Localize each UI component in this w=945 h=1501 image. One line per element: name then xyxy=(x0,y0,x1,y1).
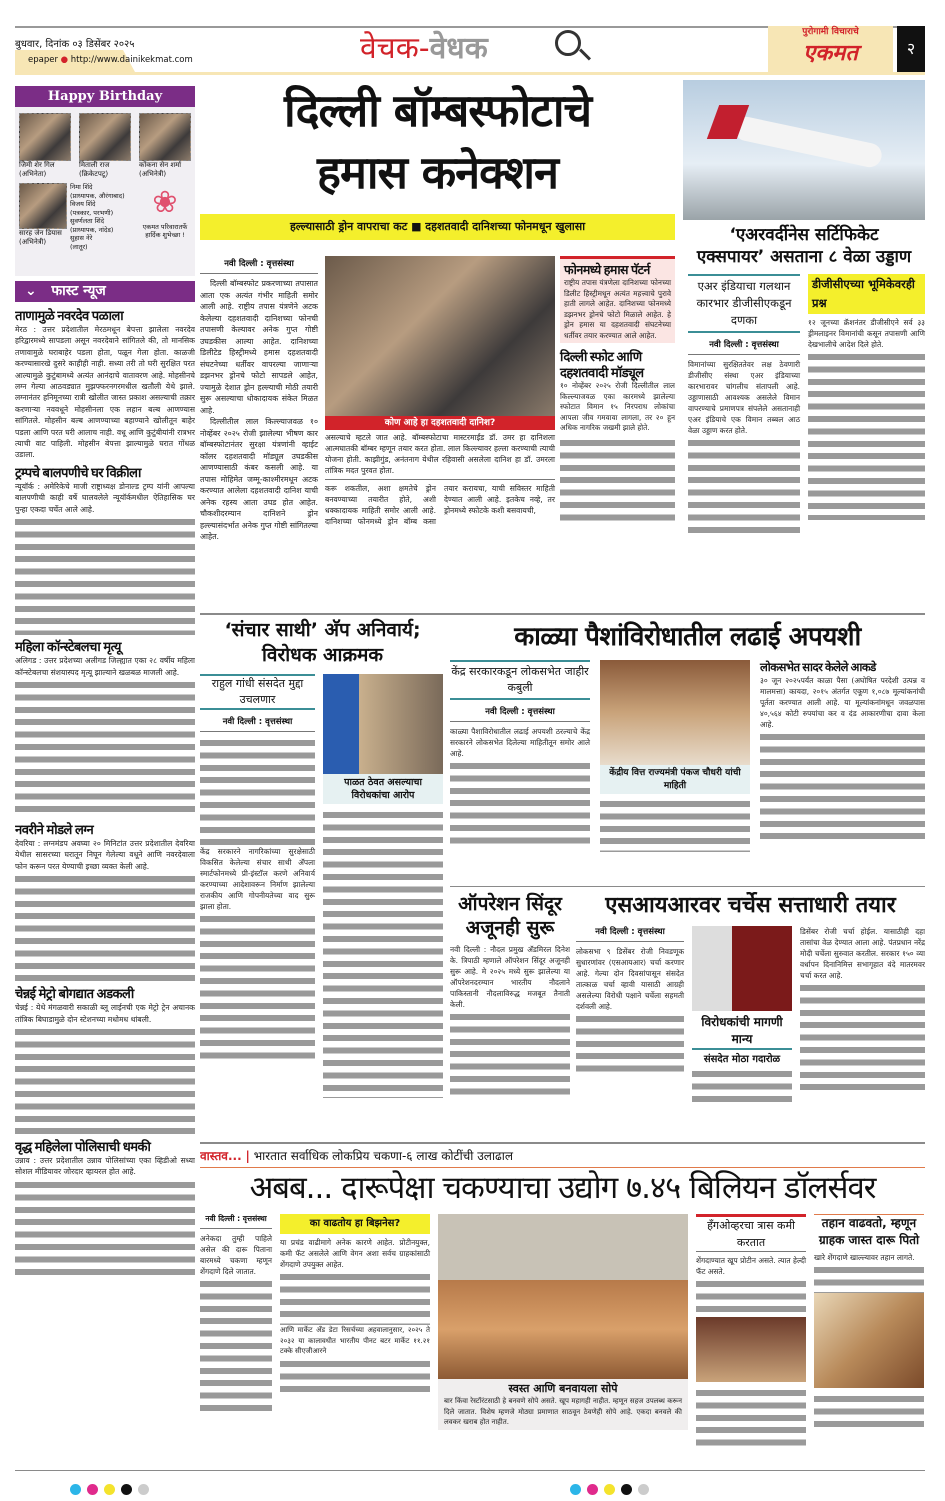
peanuts-heap-photo xyxy=(814,1293,924,1388)
peanut-photo xyxy=(438,1214,688,1379)
peanut-body: नवी दिल्ली : वृत्तसंस्था अनेकदा तुम्ही पाहिले असेल की दारू पिताना बारमध्ये चकणा म्हणून शेंगदाणे दिले जातात. xyxy=(200,1214,272,1417)
brand-tagline: पुरोगामी विचाराचे xyxy=(802,27,859,37)
url-text: http://www.dainikekmat.com xyxy=(70,55,193,65)
black-money-body: नवी दिल्ली : वृत्तसंस्था काळ्या पैशाविरोधातील लढाई अपयशी ठरल्याचे केंद्र सरकारने लोकसभेत दिलेल्या माहितीतून समोर आले आहे. xyxy=(450,706,590,849)
thirst-title: तहान वाढवतो, म्हणून ग्राहक जास्त दारू पितो xyxy=(814,1214,924,1249)
loksabha-figures-box: लोकसभेत सादर केलेले आकडे ३० जून २०२५पर्यंत काळा पैसा (अघोषित परदेशी उत्पन्न व मालमत्ता) कायदा, २०१५ अंतर्गत एकूण १,०८७ मूल्यांकनांची पूर्तता करण्यात आली आहे. या मूल्यांकनांमधून जवळपास ४०,५६४ कोटी रुपयांचा कर व दंड आकारणीचा दावा केला आहे. xyxy=(760,660,925,840)
globe-icon: ● xyxy=(60,55,69,65)
birthday-person: कोंकना सेन शर्मा (अभिनेत्री) xyxy=(139,113,191,179)
sanchar-photo-caption: पाळत ठेवत असल्याचा विरोधकांचा आरोप xyxy=(323,774,443,804)
black-money-headline: काळ्या पैशांविरोधातील लढाई अपयशी xyxy=(514,622,861,652)
caption-body: असल्याचे म्हटले जात आहे. बॉम्बस्फोटाचा मास्टरमाईंड डॉ. उमर हा दानिशला आत्मघातकी बॉम्बर म्हणून तयार करत होता. लाल किल्ल्यावर हल्ला करण्याची त्याची योजना होती. काझीगुंड, अनंतनाग येथील रहिवासी असलेला दानिश हा डॉ. उमरला तांत्रिक मदत पुरवत होता. xyxy=(325,433,555,475)
sir-right-body: डिसेंबर रोजी चर्चा होईल. यासाठीही दहा तासांचा वेळ देण्यात आला आहे. पंतप्रधान नरेंद्र मोदी चर्चेला सुरुवात करतील. सरकार १५० व्या वर्धापन दिनानिमित्त सभागृहात वंदे मातरमवर चर्चा करत आहे. xyxy=(800,926,925,1091)
airplane-photo xyxy=(683,80,925,220)
cheap-box: स्वस्त आणि बनवायला सोपे बार किंवा रेस्टॉरंटसाठी हे बनवणे सोपे असते. खूप महागही नाहीत. म्हणून सहज उपलब्ध करून दिले जातात. विशेष म्हणजे मोठ्या प्रमाणात साठवून ठेवणेही सोपे आहे. एकदा बनवले की लवकर खराब होत नाहीत. xyxy=(438,1379,688,1430)
news-item: ताणामुळे नवरदेव पळाला मेरठ : उत्तर प्रदेशातील मेरठमधून बेपत्ता झालेला नवरदेव हरिद्वारमध्ये सापडला असून नवरदेवाने सांगितले की, तो मानसिक तणावामुळे घराबाहेर पडला होता, पळून गेला होता. काळजी करण्यासारखे दुसरे काहीही नाही. सध्या तरी तो घरी सुरक्षित परत आल्यामुळे कुटुंबामध्ये अत्यंत आनंदाचे वातावरण आहे. मोहसीनचे लग्न गेल्या आठवड्यात मुझफ्फरनगरमधील खतौली येथे झाले. लग्नानंतर हनिमूनच्या रात्री खोलीत जास्त प्रकाश असल्याची तक्रार करणाऱ्या नववधूने मोहसीनला एक लहान बल्ब आणण्यास सांगितले. मोहसीन बल्ब आणण्याच्या बहाण्याने खोलीतून बाहेर पडला आणि परत घरी आलाच नाही. वधू आणि कुटुंबीयांनी रात्रभर त्याची वाट पाहिली. मोहसीन बेपत्ता झाल्यामुळे घरात गोंधळ उडाला. xyxy=(15,308,195,460)
news-item: नवरीने मोडले लग्न देवरिया : लग्नमंडप अवघ्या २० मिनिटांत उत्तर प्रदेशातील देवरिया येथील सासरच्या घरातून निघून गेलेल्या वधूने आणि नवरदेवाला फोन करून परत येण्याची इच्छा व्यक्त केली आहे. xyxy=(15,820,195,982)
lead-sidebars xyxy=(560,256,675,526)
sanchar-story xyxy=(200,618,445,1138)
peanut-strap: वास्तव... | भारतात सर्वाधिक लोकप्रिय चकणा-६ लाख कोटींची उलाढाल xyxy=(200,1148,925,1168)
scindia-photo xyxy=(323,674,443,774)
person-photo xyxy=(79,113,131,161)
hamas-pattern-sidebar: फोनमध्ये हमास पॅटर्न राष्ट्रीय तपास यंत्रणेला दानिशच्या फोनच्या डिलीट हिस्ट्रीमधून अत्यंत महत्त्वाचे पुरावे हाती लागले आहेत. दानिशच्या फोनमध्ये डझनभर ड्रोनचे फोटो मिळाले आहेत. हे ड्रोन हमास या दहशतवादी संघटनेच्या धर्तीवर तयार करण्यात आले आहेत. xyxy=(560,256,675,343)
birthday-list: निमा शिंदे (प्राध्यापक, औरंगाबाद) विजय शिंदे (पत्रकार, परभणी) सुवर्णलता शिंदे (प्राध्यापक, नांदेड) सुहास नेरे (लातूर) xyxy=(70,183,125,251)
person-photo xyxy=(139,113,191,161)
black-money-photo-caption: केंद्रीय वित्त राज्यमंत्री पंकज चौधरी यांची माहिती xyxy=(600,765,750,794)
brand-logo: एकमत xyxy=(803,41,858,66)
sir-headline: एसआयआरवर चर्चेस सत्ताधारी तयार xyxy=(605,893,896,918)
registration-marks-left xyxy=(70,1480,155,1499)
registration-marks-right xyxy=(570,1480,655,1499)
news-item: वृद्ध महिलेला पोलिसाची धमकी उन्नाव : उत्तर प्रदेशातील उन्नाव पोलिसांच्या एका व्हिडीओ सध्या सोशल मीडियावर जोरदार व्हायरल होत आहे. xyxy=(15,1137,195,1278)
sindoor-story xyxy=(450,892,570,1137)
flower-icon: ❀ xyxy=(152,185,178,220)
air-india-story xyxy=(683,224,925,536)
epaper-link[interactable] xyxy=(28,55,193,65)
module-sidebar: दिल्ली स्फोट आणि दहशतवादी मॉड्यूल १० नोव्हेंबर २०२५ रोजी दिल्लीतील लाल किल्ल्याजवळ एका कारमध्ये झालेल्या स्फोटात विमान १५ निरपराध लोकांचा आपला जीव गमवावा लागला, तर २० हून अधिक नागरिक जखमी झाले होते. xyxy=(560,349,675,526)
lead-photo-column xyxy=(325,256,555,527)
lead-column-1: नवी दिल्ली : वृत्तसंस्था दिल्ली बॉम्बस्फोट प्रकरणाच्या तपासात आता एक अत्यंत गंभीर माहिती समोर आली आहे. राष्ट्रीय तपास यंत्रणेने अटक केलेल्या दहशतवादी दानिशच्या फोनची तपासणी केल्यावर अनेक गुप्त गोष्टी उघडकीस आल्या आहेत. दानिशच्या डिलीटेड हिस्ट्रीमध्ये हमास दहशतवादी संघटनेच्या धर्तीवर वापरल्या जाणाऱ्या डझनभर ड्रोनचे फोटो सापडले आहेत, ज्यामुळे देशात ड्रोन हल्ल्याची मोठी तयारी सुरू असल्याचा धोकादायक संकेत मिळत आहे. दिल्लीतील लाल किल्ल्याजवळ १० नोव्हेंबर २०२५ रोजी झालेल्या भीषण कार बॉम्बस्फोटानंतर सुरक्षा यंत्रणांनी व्हाईट कॉलर दहशतवादी मॉड्यूल उघडकीस आणण्यासाठी कंबर कसली आहे. या तपास मोहिमेत जम्मू-काश्मीरमधून अटक करण्यात आलेला दहशतवादी दानिश याची अनेक रहस्य आता उघड होत आहेत. चौकशीदरम्यान दानिशने ड्रोन हल्ल्यासंदर्भात अनेक गुप्त गोष्टी सांगितल्या आहेत. xyxy=(200,259,318,541)
dgca-box-body: १२ जूनच्या क्रॅशनंतर डीजीसीएने सर्व ३३ ड्रीमलाइनर विमानांची कसून तपासणी आणि देखभालीचे आदेश दिले होते. xyxy=(808,317,925,520)
birthday-title: Happy Birthday xyxy=(15,86,195,107)
fast-news-banner: ⌄ फास्ट न्यूज xyxy=(15,281,195,302)
epaper-label: epaper xyxy=(28,55,58,65)
sanchar-subhead: राहुल गांधी संसदेत मुद्दा उचलणार xyxy=(200,674,315,710)
lead-strap: हल्ल्यासाठी ड्रोन वापराचा कट ■ दहशतवादी दानिशच्या फोनमधून खुलासा xyxy=(200,214,675,240)
lead-column-2: करू शकतील, अशा क्षमतेचे ड्रोन बनवण्याच्या तयारीत होते, अशी धक्कादायक माहिती समोर आली आहे. दानिशच्या फोनमध्ये ड्रोन बॉम्ब कसा तयार करायचा, याची सविस्तर माहिती देण्यात आली आहे. इतकेच नव्हे, तर ड्रोनमध्ये स्फोटके कशी बसवायची, xyxy=(325,484,555,526)
thirst-body: खारे शेंगदाणे खाल्ल्यावर तहान लागते. xyxy=(814,1252,924,1432)
lead-headline: दिल्ली बॉम्बस्फोटाचे हमास कनेक्शन xyxy=(283,84,592,199)
birthday-box xyxy=(15,86,195,276)
peanut-mid-body: आणि मार्केट अँड डेटा रिसर्चच्या अहवालानुसार, २०२५ ते २०३२ या कालावधीत भारतीय पीनट बटर मार्केट ११.२१ टक्के सीएजीआरने xyxy=(280,1326,430,1355)
person-photo xyxy=(19,183,67,229)
issue-date: बुधवार, दिनांक ०३ डिसेंबर २०२५ xyxy=(15,39,135,50)
birthday-person: सारह जेन डियास (अभिनेत्री) xyxy=(19,183,67,251)
photo-caption: कोण आहे हा दहशतवादी दानिश? xyxy=(325,416,555,430)
sir-body: नवी दिल्ली : वृत्तसंस्था लोकसभा ९ डिसेंबर रोजी निवडणूक सुधारणांवर (एसआयआर) चर्चा करणार आहे. गेल्या दोन दिवसांपासून संसदेत तात्काळ चर्चा व्हावी यासाठी आग्रही असलेल्या विरोधी पक्षाने चर्चेला सहमती दर्शवली आहे. xyxy=(576,926,684,1072)
fast-news-list xyxy=(15,306,195,1466)
peanut-bowl-photo xyxy=(696,1317,806,1382)
peanut-story xyxy=(200,1148,925,1466)
air-india-subhead: एअर इंडियाचा गलथान कारभार डीजीसीएकडून दणका xyxy=(688,274,800,333)
why-box-body: या प्रचंड वाढीमागे अनेक कारणे आहेत. प्रोटीनयुक्त, कमी फॅट असलेले आणि वेगन अशा सर्वच ग्राहकांसाठी शेंगदाणे उपयुक्त आहेत. xyxy=(280,1237,430,1325)
black-money-story xyxy=(450,620,925,852)
news-item: चेन्नई मेट्रो बोगद्यात अडकली चेन्नई : येथे मंगळवारी सकाळी ब्लू लाईनची एक मेट्रो ट्रेन अचानक तांत्रिक बिघाडामुळे दोन स्टेशनच्या मधोमध थांबली. xyxy=(15,984,195,1135)
sir-story xyxy=(576,892,925,1137)
birthday-wishes: एकमत परिवारातर्फे हार्दिक शुभेच्छा ! xyxy=(142,223,188,239)
dateline: नवी दिल्ली : वृत्तसंस्था xyxy=(200,258,318,274)
dgca-box-title: डीजीसीएच्या भूमिकेवरही प्रश्न xyxy=(808,274,925,314)
air-india-body: नवी दिल्ली : वृत्तसंस्था विमानांच्या सुरक्षिततेवर लक्ष ठेवणारी डीजीसीए संस्था एअर इंडियाच्या कारभारावर चांगलीच संतापली आहे. उड्डाणासाठी आवश्यक असलेले विमान वापरण्याचे प्रमाणपत्र संपलेले असतानाही एअर इंडियाचे एक विमान तब्बल आठ वेळा उड्डाण करत होते. xyxy=(688,339,800,536)
peanut-headline: अबब... दारूपेक्षा चकण्याचा उद्योग ७.४५ बिलियन डॉलर्सवर xyxy=(249,1170,876,1206)
magnifier-icon xyxy=(555,30,581,56)
person-photo xyxy=(19,113,71,161)
sanchar-headline: ‘संचार साथी’ अ‍ॅप अनिवार्य; विरोधक आक्रमक xyxy=(224,619,421,666)
birthday-person: मिताली राज (क्रिकेटपटू) xyxy=(79,113,131,179)
burnt-car-photo xyxy=(325,256,555,416)
header-bottom-rule xyxy=(15,72,925,75)
why-box-title: का वाढतोय हा बिझनेस? xyxy=(280,1214,430,1234)
black-money-subhead: केंद्र सरकारकडून लोकसभेत जाहीर कबुली xyxy=(450,660,590,700)
air-india-headline: ‘एअरवर्दीनेस सर्टिफिकेट एक्सपायर’ असताना ८ वेळा उड्डाण xyxy=(696,225,912,267)
election-commission-photo xyxy=(692,926,792,1011)
brand-box xyxy=(768,26,893,72)
hangover-body: शेंगदाण्यात खूप प्रोटीन असते. त्यात हेल्दी फॅट असते. xyxy=(696,1255,806,1446)
sir-photo-caption: विरोधकांची मागणी मान्य xyxy=(692,1014,792,1050)
news-item: महिला कॉन्स्टेबलचा मृत्यू अलिगड : उत्तर प्रदेशच्या अलीगड जिल्ह्यात एका २८ वर्षीय महिला कॉन्स्टेबलचा संशयास्पद मृत्यू झाल्याने खळबळ माजली आहे. xyxy=(15,637,195,818)
page-number: २ xyxy=(897,26,925,72)
double-chevron-icon: ⌄ xyxy=(25,283,37,299)
sir-photo-sub: संसदेत मोठा गदारोळ xyxy=(703,1054,781,1065)
sanchar-body: नवी दिल्ली : वृत्तसंस्था xyxy=(200,716,315,846)
pankaj-chaudhary-photo xyxy=(600,660,750,765)
sanchar-body-2: केंद्र सरकारने नागरिकांच्या सुरक्षेसाठी विकसित केलेल्या संचार साथी अ‍ॅपला स्मार्टफोनमध्ये प्री-इंस्टॉल करणे अनिवार्य करण्याच्या आदेशावरून निर्माण झालेल्या राजकीय आणि गोपनीयतेच्या वाद सुरू झाला होता. xyxy=(200,847,315,911)
hangover-title: हँगओव्हरचा त्रास कमी करतात xyxy=(696,1214,806,1252)
news-item: ट्रम्पचे बालपणीचे घर विक्रीला न्यूयॉर्क : अमेरिकेचे माजी राष्ट्राध्यक्ष डोनाल्ड ट्रम्प यांनी आपल्या बालपणीची काही वर्षे घालवलेले न्यूयॉर्कमधील ऐतिहासिक घर पुन्हा एकदा चर्चेत आले आहे. xyxy=(15,463,195,635)
sindoor-body: नवी दिल्ली : नौदल प्रमुख अ‍ॅडमिरल दिनेश के. त्रिपाठी म्हणाले ऑपरेशन सिंदूर अजूनही सुरू आहे. मे २०२५ मध्ये सुरू झालेल्या या ऑपरेशनदरम्यान भारतीय नौदलाने पाकिस्तानी नौदलाविरुद्ध मजबूत तैनाती केली. xyxy=(450,944,570,1100)
sindoor-headline: ऑपरेशन सिंदूर अजूनही सुरू xyxy=(458,893,562,939)
tulip-flowers xyxy=(139,183,191,251)
section-title: वेचक-वेधक xyxy=(360,31,488,66)
birthday-person: जिमी शेर गिल (अभिनेता) xyxy=(19,113,71,179)
